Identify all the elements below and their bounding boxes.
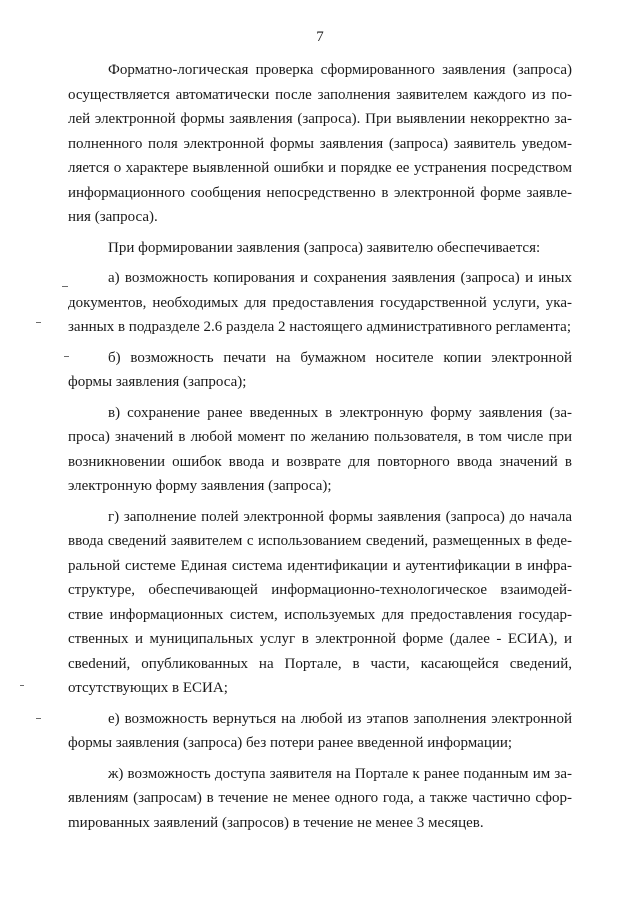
- page-number: 7: [316, 29, 324, 45]
- scan-mark: [36, 718, 41, 719]
- paragraph-item-zh: ж) возможность доступа заявителя на Портале к ранее поданным им заявлениям (запросам) в течение не менее одного года, а также частично сфорmированных заявлений (запросов) в течение не менее 3 месяцев.: [68, 765, 572, 831]
- paragraph-provisions-intro: При формировании заявления (запроса) заявителю обеспечивается:: [108, 239, 541, 256]
- scan-mark: [20, 685, 24, 686]
- paragraph-item-b: б) возможность печати на бумажном носителе копии электронной формы заявления (запроса);: [68, 349, 572, 390]
- paragraph-format-check: Форматно-логическая проверка сформированного заявления (запроса) осуществляется автоматически после заполнения заявителем каждого из полей электронной формы заявления (запроса). При выявлении некорректно заполненного поля электронной формы заявления (запроса) заявитель уведомляется о характере выявленной ошибки и порядке ее устранения посредством информационного сообщения непосредственно в электронной форме заявления (запроса).: [68, 62, 572, 225]
- scan-mark: [64, 356, 69, 357]
- paragraph-item-e: е) возможность вернуться на любой из этапов заполнения электронной формы заявления (запроса) без потери ранее введенной информации;: [68, 710, 572, 751]
- scan-mark: [62, 286, 68, 287]
- paragraph-item-v: в) сохранение ранее введенных в электронную форму заявления (запроса) значений в любой момент по желанию пользователя, в том числе при возникновении ошибок ввода и возврате для повторного ввода значений в электронную форму заявления (запроса);: [68, 404, 572, 494]
- scan-mark: [36, 322, 41, 323]
- paragraph-item-g: г) заполнение полей электронной формы заявления (запроса) до начала ввода сведений заявителем с использованием сведений, размещенных в федеральной системе Единая система идентификации и аутентификации в инфраструктуре, обеспечивающей информационно-технологическое взаимодействие информационных систем, используемых для предоставления государственных и муниципальных услуг в электронной форме (далее - ЕСИА), и свеdений, опубликованных на Портале, в части, касающейся сведений, отсутствующих в ЕСИА;: [68, 508, 572, 696]
- paragraph-item-a: а) возможность копирования и сохранения заявления (запроса) и иных документов, необходимых для предоставления государственной услуги, указанных в подразделе 2.6 раздела 2 настоящего административного регламента;: [68, 270, 572, 335]
- document-body: [68, 58, 572, 841]
